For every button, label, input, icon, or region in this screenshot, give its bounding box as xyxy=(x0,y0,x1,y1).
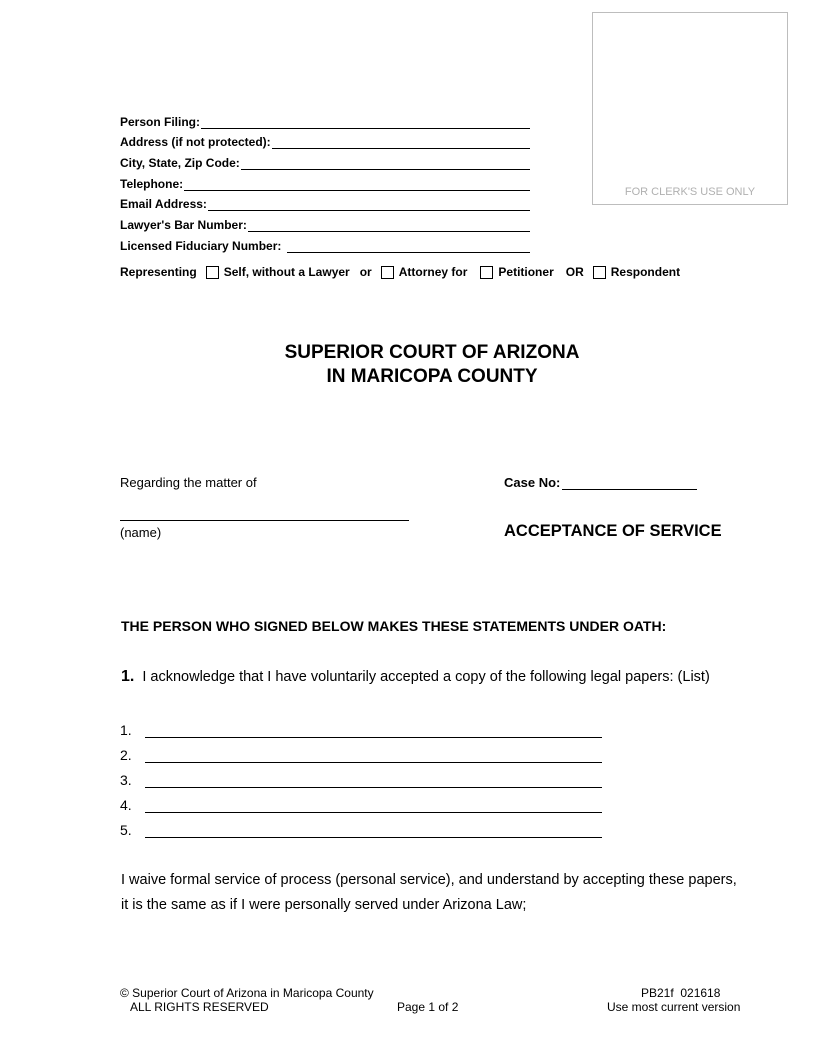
county-name: IN MARICOPA COUNTY xyxy=(326,366,538,387)
person-filing-line[interactable] xyxy=(201,116,530,129)
paper-line[interactable] xyxy=(145,826,602,838)
petitioner-checkbox[interactable] xyxy=(480,266,493,279)
clerk-use-box xyxy=(592,12,788,205)
email-line[interactable] xyxy=(208,198,530,211)
paper-line[interactable] xyxy=(145,801,602,813)
paper-line[interactable] xyxy=(145,726,602,738)
attorney-label: Attorney for xyxy=(398,265,468,279)
court-name: SUPERIOR COURT OF ARIZONA xyxy=(284,342,580,363)
address-line[interactable] xyxy=(272,136,530,149)
fiduciary-number-field[interactable]: Licensed Fiduciary Number: xyxy=(120,232,530,253)
statement-1-number: 1. xyxy=(121,668,135,685)
address-field[interactable]: Address (if not protected): xyxy=(120,129,530,150)
paper-list-item[interactable]: 5. xyxy=(120,822,602,838)
case-no-line[interactable] xyxy=(562,489,697,490)
city-state-zip-line[interactable] xyxy=(241,157,530,170)
clerk-use-label: FOR CLERK'S USE ONLY xyxy=(624,186,756,198)
city-state-zip-field[interactable]: City, State, Zip Code: xyxy=(120,149,530,170)
self-checkbox[interactable] xyxy=(206,266,219,279)
paper-line[interactable] xyxy=(145,751,602,763)
bar-number-line[interactable] xyxy=(248,219,530,232)
fiduciary-number-line[interactable] xyxy=(287,240,530,253)
paper-list-item[interactable]: 2. xyxy=(120,747,602,763)
person-filing-field[interactable]: Person Filing: xyxy=(120,108,530,129)
bar-number-field[interactable]: Lawyer's Bar Number: xyxy=(120,211,530,232)
statement-1-text: I acknowledge that I have voluntarily accepted a copy of the following legal papers: (List) xyxy=(142,669,710,685)
footer-page-number: Page 1 of 2 xyxy=(397,1000,459,1014)
name-label: (name) xyxy=(120,525,162,540)
document-title: ACCEPTANCE OF SERVICE xyxy=(504,522,722,540)
paper-list-item[interactable]: 1. xyxy=(120,722,602,738)
footer-form-code: PB21f 021618 xyxy=(641,986,721,1000)
oath-heading: THE PERSON WHO SIGNED BELOW MAKES THESE STATEMENTS UNDER OATH: xyxy=(121,618,667,634)
paper-list-item[interactable]: 4. xyxy=(120,797,602,813)
telephone-line[interactable] xyxy=(184,178,530,191)
name-line[interactable] xyxy=(120,520,409,521)
waiver-line-2: it is the same as if I were personally served under Arizona Law; xyxy=(121,897,527,913)
waiver-line-1: I waive formal service of process (personal service), and understand by accepting these papers, xyxy=(121,872,737,888)
filer-info-block xyxy=(120,108,530,253)
footer-copyright: © Superior Court of Arizona in Maricopa County xyxy=(120,986,374,1000)
petitioner-label: Petitioner xyxy=(498,265,554,279)
representing-label: Representing xyxy=(120,265,197,279)
representing-row xyxy=(120,265,680,279)
case-no-label: Case No: xyxy=(504,475,561,490)
attorney-checkbox[interactable] xyxy=(381,266,394,279)
paper-list-item[interactable]: 3. xyxy=(120,772,602,788)
self-label: Self, without a Lawyer xyxy=(223,265,350,279)
or-label: or xyxy=(359,265,372,279)
paper-line[interactable] xyxy=(145,776,602,788)
respondent-checkbox[interactable] xyxy=(593,266,606,279)
telephone-field[interactable]: Telephone: xyxy=(120,170,530,191)
or-caps-label: OR xyxy=(565,265,584,279)
respondent-label: Respondent xyxy=(610,265,681,279)
footer-version: Use most current version xyxy=(607,1000,741,1014)
statement-1 xyxy=(121,668,710,686)
footer-rights: ALL RIGHTS RESERVED xyxy=(130,1000,269,1014)
matter-label: Regarding the matter of xyxy=(120,475,257,490)
email-field[interactable]: Email Address: xyxy=(120,191,530,212)
